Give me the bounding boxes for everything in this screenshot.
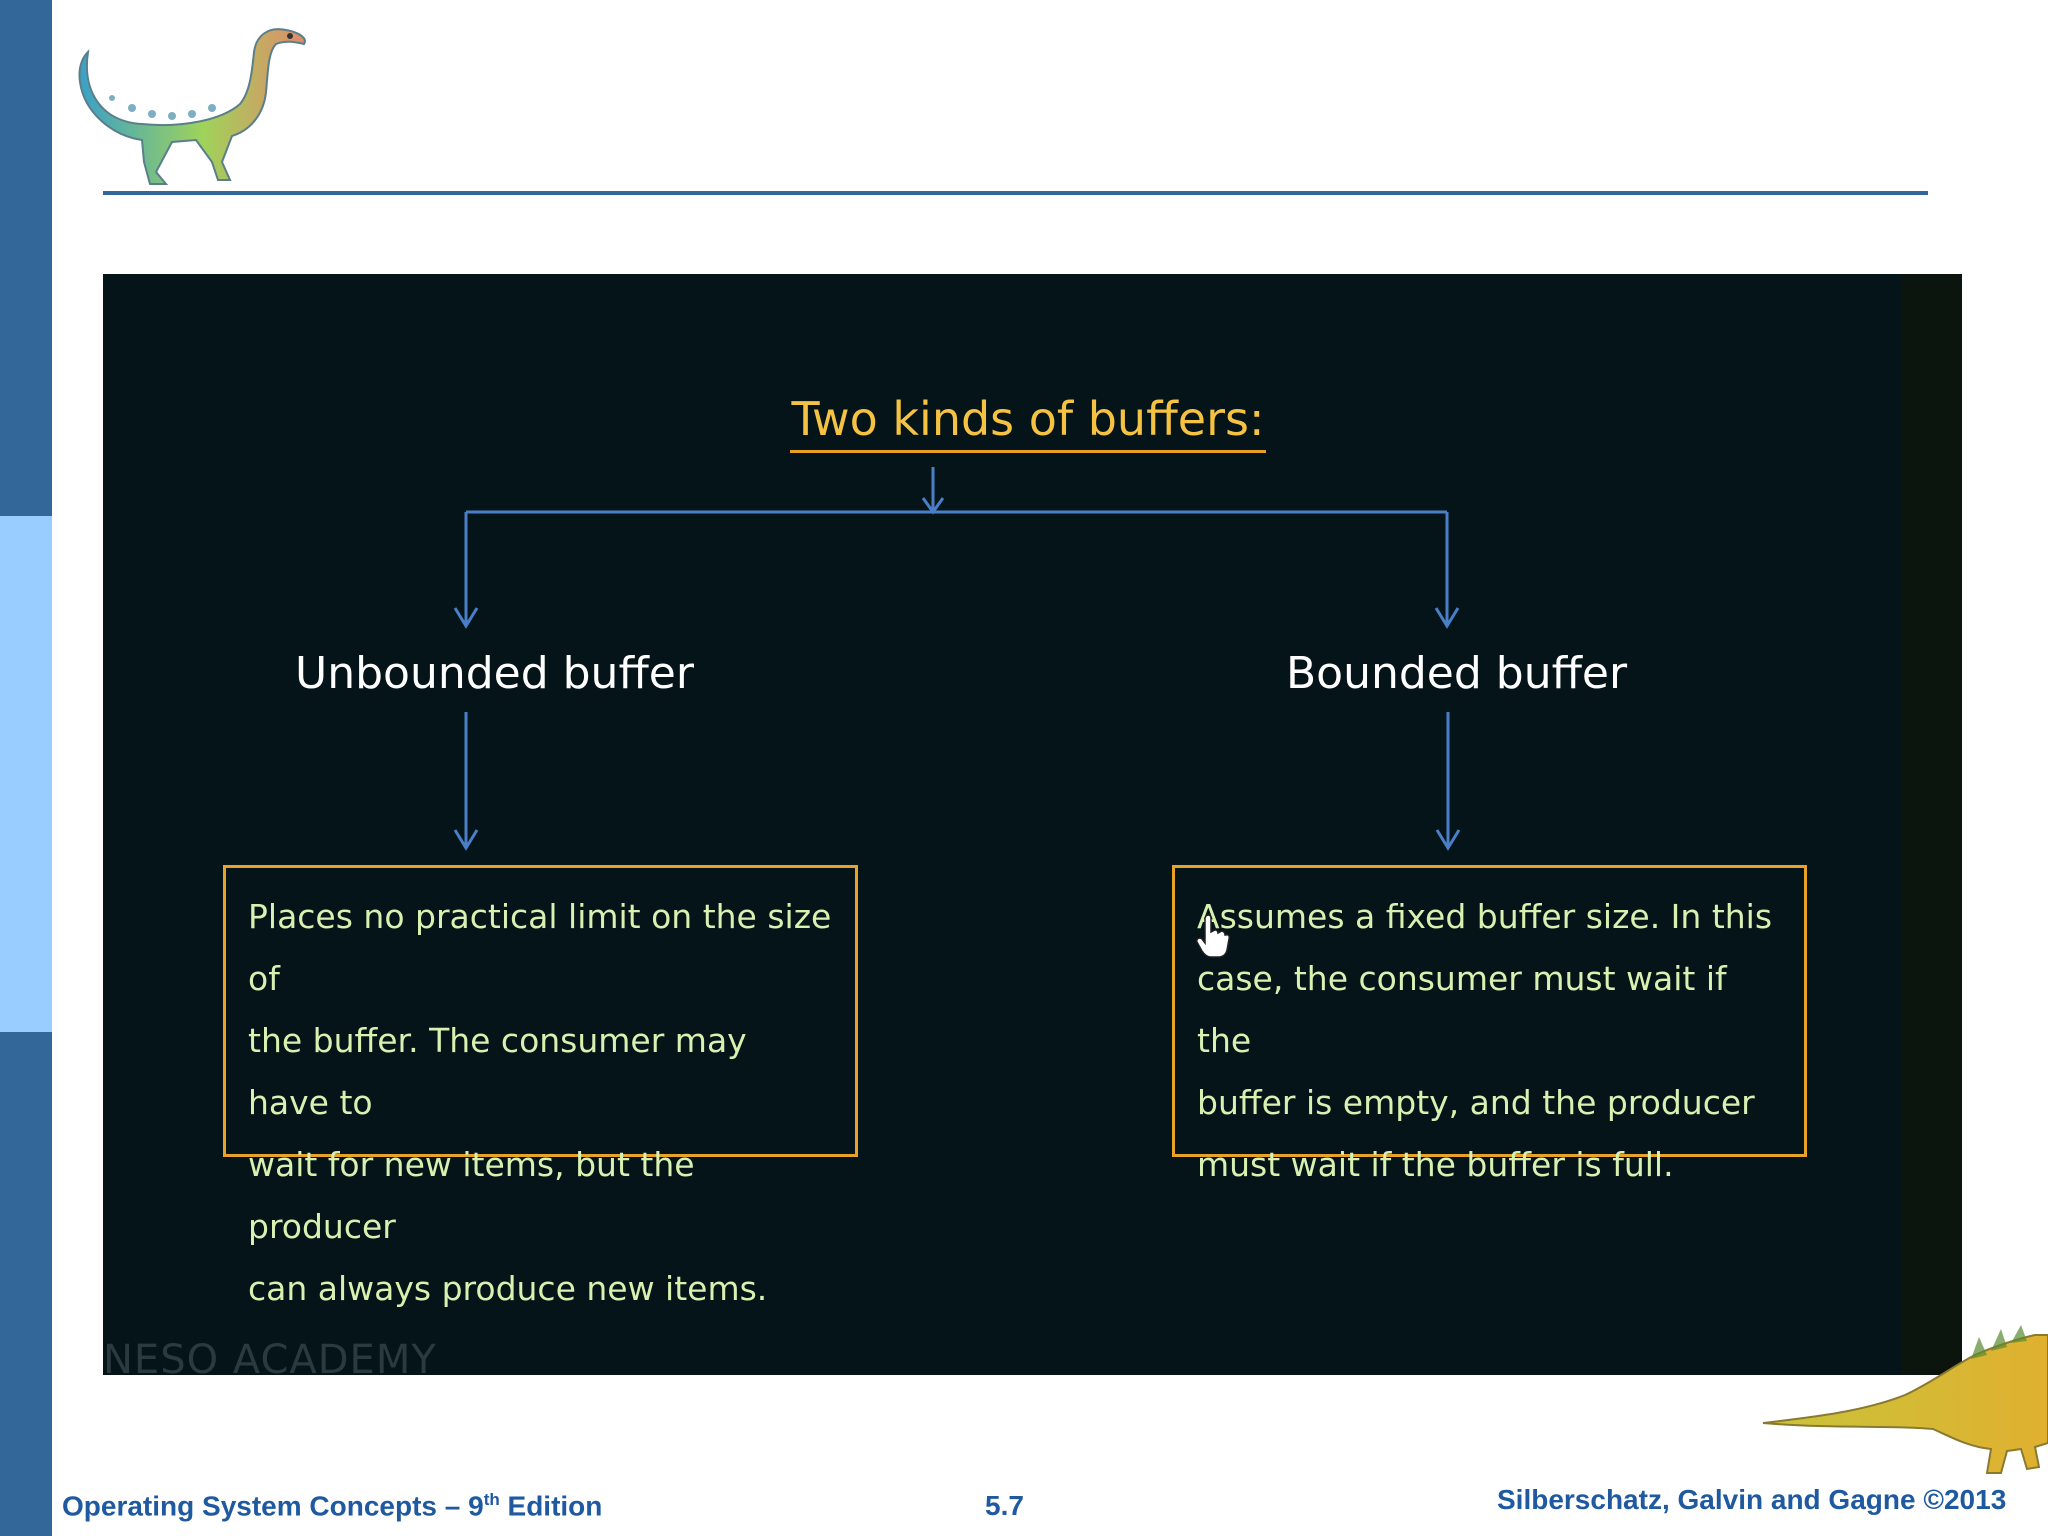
desc-line: the buffer. The consumer may have to <box>248 1021 747 1122</box>
hand-cursor-icon <box>1196 914 1230 958</box>
bounded-buffer-description <box>1172 865 1807 1184</box>
desc-line: wait for new items, but the producer <box>248 1145 695 1246</box>
diagram-title-text: Two kinds of buffers: <box>790 392 1267 453</box>
bounded-buffer-label: Bounded buffer <box>1286 648 1628 699</box>
desc-line: Assumes a fixed buffer size. In this <box>1197 897 1773 936</box>
footer-authors: Silberschatz, Galvin and Gagne ©2013 <box>1497 1484 2007 1515</box>
dinosaur-logo-icon <box>72 12 322 192</box>
footer-book-title-suffix: Edition <box>499 1490 603 1522</box>
page-number: 5.7 <box>985 1490 1024 1521</box>
desc-line: case, the consumer must wait if the <box>1197 959 1727 1060</box>
side-bar-top <box>0 0 52 516</box>
footer-book-title <box>62 1490 602 1522</box>
desc-line: must wait if the buffer is full. <box>1197 1145 1674 1184</box>
desc-line: buffer is empty, and the producer <box>1197 1083 1755 1122</box>
side-bar-bottom <box>0 1032 52 1536</box>
unbounded-buffer-label: Unbounded buffer <box>295 648 694 699</box>
side-bar-middle <box>0 516 52 1032</box>
video-frame[interactable] <box>103 274 1962 1383</box>
video-watermark: NESO ACADEMY <box>103 1337 437 1383</box>
desc-line: Places no practical limit on the size of <box>248 897 832 998</box>
desc-line: can always produce new items. <box>248 1269 768 1308</box>
diagram-title <box>103 392 1953 446</box>
footer-book-title-prefix: Operating System Concepts – 9 <box>62 1490 484 1522</box>
unbounded-buffer-description <box>223 865 858 1308</box>
dinosaur-corner-icon <box>1755 1325 2048 1485</box>
footer-edition-superscript: th <box>483 1490 500 1509</box>
header-rule <box>103 191 1928 195</box>
